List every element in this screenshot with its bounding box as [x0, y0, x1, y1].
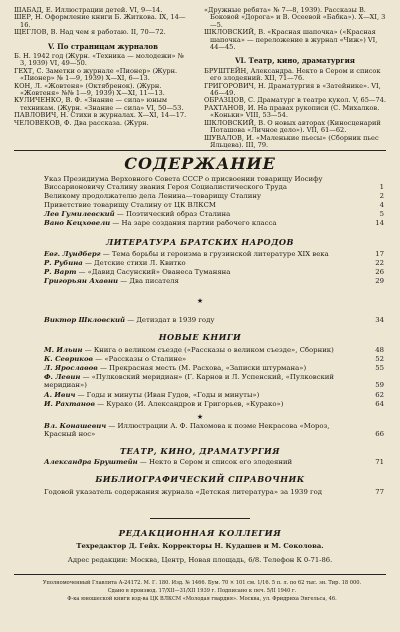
index-entry: ОБРАЗЦОВ, С. Драматург в театре кукол. V, 65—74.: [204, 96, 386, 105]
toc-author: Григорьян Ахавни: [44, 277, 119, 285]
section-heading: V. По страницам журналов: [48, 41, 158, 51]
index-entry: РАХТАНОВ, И. На правах рукописи (С. Михалков. «Коньки» VIII, 53—54.: [204, 103, 380, 120]
toc-page: 55: [375, 364, 384, 372]
section-heading: ТЕАТР, КИНО, ДРАМАТУРГИЯ: [119, 446, 281, 456]
index-entry: ПАВЛОВИЧ, Н. Стихи в журналах. X—XI, 14—17.: [14, 111, 187, 120]
editorial-address: Адрес редакции: Москва, Центр, Новая площадь, 6/8. Телефон К 0-71-86.: [67, 556, 333, 564]
index-entry: ШАБАД, Е. Иллюстрации детей. VI, 9—14.: [14, 6, 163, 14]
index-entry: ШКЛОВСКИЙ, В. О новых авторах (Киносценарий Поташова «Личное дело»). VII, 61—62.: [204, 118, 381, 135]
toc-text: — Годы и минуты (Иван Гудов, «Годы и минуты»): [77, 391, 260, 399]
toc-entry: [44, 250, 384, 258]
toc-text: — Тема борьбы и героизма в грузинской литературе XIX века: [102, 250, 329, 258]
toc-text: — Поэтический образ Сталина: [116, 210, 231, 218]
toc-text: — Два писателя: [120, 277, 179, 285]
imprint-line: Сдано в производ. 17/XII—31/XII 1939 г. Подписано к печ. 5/II 1940 г.: [107, 588, 297, 594]
top-left-column: [14, 7, 192, 127]
index-entry: ШКЛОВСКИЙ, В. «Красная шапочка» («Красная шапочка» — переложение в журнал «Чиж») VI, 44—45.: [204, 28, 378, 52]
toc-page: 2: [379, 192, 384, 200]
index-entry: «Дружные ребята» № 7—8, 1939). Рассказы В. Боковой «Дорога» и В. Осеевой «Бабка»). X—XI, 3—5.: [204, 6, 386, 29]
toc-entry: [44, 192, 384, 200]
index-entry: Б. Н. 1942 год (Журн. «Техника — молодежи» № 3, 1939) VI, 49—50.: [14, 52, 184, 68]
index-entry: ГРИГОРОВИЧ, Н. Драматургия в «Затейнике». VI, 46—49.: [204, 81, 381, 98]
toc-author: Р. Варт: [44, 268, 77, 276]
index-entry: КУЛИЧЕНКО, В. Ф. «Знание — сила» юным техникам. (Журн. «Знание — сила» VI, 50—53.: [14, 96, 184, 112]
toc-entry: [44, 391, 384, 399]
toc-entry: [44, 364, 384, 372]
section-heading: БИБЛИОГРАФИЧЕСКИЙ СПРАВОЧНИК: [95, 474, 305, 484]
toc-author: А. Ивич: [44, 391, 76, 399]
toc-text: — Прекрасная месть (М. Расхова, «Записки штурмана»): [99, 364, 307, 372]
toc-entry: [44, 488, 384, 496]
section-heading: ЛИТЕРАТУРА БРАТСКИХ НАРОДОВ: [106, 237, 294, 247]
toc-text: — Книга о великом съезде («Рассказы о великом съезде», Сборник): [84, 346, 334, 354]
toc-page: 34: [375, 316, 384, 324]
top-right-column: [204, 7, 386, 149]
toc-page: 48: [375, 346, 384, 354]
toc-page: 66: [375, 430, 384, 438]
contents-title: СОДЕРЖАНИЕ: [124, 154, 276, 173]
toc-page: 64: [375, 400, 384, 408]
toc-author: М. Ильин: [44, 346, 83, 354]
toc-text: — На заре создания партии рабочего класса: [112, 219, 277, 227]
star-separator: ★: [196, 297, 204, 305]
toc-author: Александра Бруштейн: [44, 458, 138, 466]
toc-entry: [44, 201, 384, 209]
toc-entry: [44, 458, 384, 466]
toc-text: — «Пулковский меридиан» (Г. Карнов и Л. Успенский, «Пулковский меридиан»): [44, 373, 334, 389]
divider: [150, 518, 250, 519]
imprint-line: Ф-ка юношеской книги изд-ва ЦК ВЛКСМ «Молодая гвардия». Москва, ул. Фридриха Энгельса, 46.: [67, 596, 337, 602]
toc-text: — «Давид Сасунский» Ованеса Туманяна: [78, 268, 231, 276]
toc-author: Вано Кецховели: [44, 219, 111, 227]
toc-text: Приветствие товарищу Сталину от ЦК ВЛКСМ: [44, 201, 216, 209]
toc-page: 22: [375, 259, 384, 267]
toc-text: Указ Президиума Верховного Совета СССР о присвоении товарищу Иосифу Виссарионовичу Сталину звания Героя Социалистического Труда: [44, 175, 323, 191]
toc-entry: [44, 259, 384, 267]
toc-text: Великому продолжателю дела Ленина—товарищу Сталину: [44, 192, 262, 200]
index-entry: КОН, Л. «Жовтеня» (Октябренок). (Журн. «Жовтеня» №№ 1—9, 1939) X—XI, 11—13.: [14, 81, 165, 98]
index-entry: ЩЕГЛОВ, В. Над чем я работаю. II, 70—72.: [14, 28, 166, 37]
toc-page: 71: [375, 458, 384, 466]
toc-text: — Детиздат в 1939 году: [127, 316, 215, 324]
toc-page: 77: [375, 488, 384, 496]
section-heading: VI. Театр, кино, драматургия: [235, 56, 355, 66]
index-entry: ГЕХТ, С. Заметки о журнале «Пионер» (Журн. «Пионер» № 1—9, 1939) X—XI, 6—13.: [14, 66, 178, 83]
toc-entry: [44, 422, 384, 438]
section-heading: НОВЫЕ КНИГИ: [158, 332, 242, 342]
star-separator: ★: [196, 413, 204, 421]
toc-entry: [44, 268, 384, 276]
toc-page: 52: [375, 355, 384, 363]
editorial-staff: Техредактор Д. Гейх. Корректоры Н. Кудашев и М. Соколова.: [76, 542, 324, 550]
toc-author: Л. Ярославов: [44, 364, 98, 372]
imprint-line: Уполномоченный Главлита А-24172. М. Г. 180. Изд. № 1466. Бум. 70 × 101 см. 1/16. 5 п. л. по 62 тыс. зн. Тир. 18 000.: [42, 580, 362, 586]
index-entry: ШУВАЛОВ, И. «Маленькие пьесы» (Сборник пьес Яльцева). III, 79.: [204, 133, 379, 149]
divider: [14, 574, 386, 575]
toc-text: — «Рассказы о Сталине»: [95, 355, 187, 363]
toc-page: 1: [379, 183, 384, 191]
toc-entry: [44, 400, 384, 408]
toc-entry: [44, 210, 384, 218]
toc-text: Годовой указатель содержания журнала «Детская литература» за 1939 год: [44, 488, 323, 496]
toc-author: Вл. Конашевич: [44, 422, 107, 430]
toc-entry: [44, 316, 384, 324]
toc-page: 62: [375, 391, 384, 399]
toc-author: Ф. Левин: [44, 373, 81, 381]
toc-author: Евг. Лундберг: [44, 250, 101, 258]
toc-entry: [44, 355, 384, 363]
editorial-title: РЕДАКЦИОННАЯ КОЛЛЕГИЯ: [118, 529, 282, 539]
toc-author: К. Севриков: [44, 355, 94, 363]
toc-page: 14: [375, 219, 384, 227]
toc-entry: [44, 373, 384, 389]
toc-author: Виктор Шкловский: [44, 316, 126, 324]
toc-entry: [44, 175, 384, 191]
toc-author: И. Рахтанов: [44, 400, 95, 408]
toc-text: — Курако (И. Александров и Григорьев, «Курако»): [97, 400, 284, 408]
toc-page: 29: [375, 277, 384, 285]
toc-page: 26: [375, 268, 384, 276]
index-entry: БРУШТЕЙН, Александра. Некто в Сером и список его злодеяний. XII, 71—76.: [204, 66, 381, 83]
toc-author: Лев Гумилевский: [44, 210, 115, 218]
toc-author: Р. Рубина: [44, 259, 83, 267]
toc-page: 59: [375, 381, 384, 389]
index-entry: ЧЕЛОВЕКОВ, Ф. Два рассказа. (Журн.: [14, 118, 149, 127]
toc-page: 5: [379, 210, 384, 218]
toc-text: — Иллюстрации А. Ф. Пахомова к поэме Некрасова «Мороз, Красный нос»: [44, 422, 330, 438]
toc-page: 17: [375, 250, 384, 258]
divider: [14, 150, 386, 151]
toc-text: — Детские стихи Л. Квитко: [84, 259, 186, 267]
index-entry: ШЕР, Н. Оформление книги Б. Житкова. IX, 14—16.: [14, 13, 186, 29]
toc-entry: [44, 277, 384, 285]
toc-entry: [44, 219, 384, 227]
toc-text: — Некто в Сером и список его злодеяний: [139, 458, 293, 466]
toc-page: 4: [379, 201, 384, 209]
toc-entry: [44, 346, 384, 354]
